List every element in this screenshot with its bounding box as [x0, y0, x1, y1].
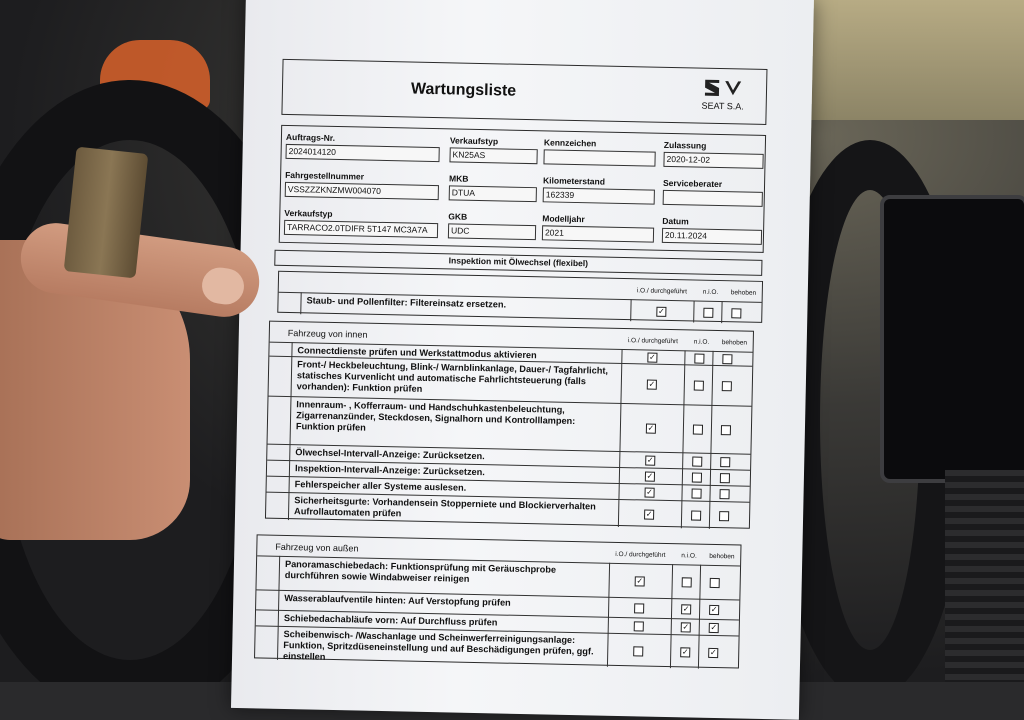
checkbox[interactable]: ✓ [682, 622, 690, 632]
field-value: 2020-12-02 [663, 152, 763, 169]
checkbox[interactable] [703, 308, 713, 318]
checkbox[interactable] [720, 457, 730, 467]
field-label: Auftrags-Nr. [285, 131, 336, 143]
wooden-stick [64, 147, 149, 279]
checkbox[interactable] [691, 488, 701, 498]
checklist-section [277, 271, 763, 323]
section-title: Fahrzeug von außen [275, 541, 359, 554]
checkbox[interactable]: ✓ [681, 647, 689, 657]
column-header: i.O./ durchgeführt [615, 550, 666, 559]
checkbox[interactable] [694, 381, 704, 391]
checkbox[interactable] [691, 510, 701, 520]
checklist-row [278, 292, 761, 324]
brand-name: SEAT S.A. [701, 100, 744, 112]
checkbox[interactable] [633, 646, 643, 656]
checkbox[interactable]: ✓ [636, 576, 644, 586]
field-value: 20.11.2024 [662, 228, 762, 245]
checklist-section [265, 321, 754, 529]
checklist-item-text: Inspektion-Intervall-Anzeige: Zurücksetzen. [294, 463, 486, 478]
field-value [663, 190, 763, 207]
field-value: DTUA [449, 185, 537, 202]
header-box [281, 59, 767, 125]
checklist-item-text: Innenraum- , Kofferraum- und Handschuhkastenbeleuchtung, Zigarrenanzünder, Steckdosen, Signalhorn und Kontrolllampen: Funktion prüfen [295, 399, 576, 433]
checkbox[interactable]: ✓ [646, 471, 654, 481]
service-type-bar: Inspektion mit Ölwechsel (flexibel) [274, 250, 762, 276]
maintenance-sheet [231, 0, 814, 720]
checkbox[interactable]: ✓ [657, 306, 665, 316]
checklist-item-text: Wasserablaufventile hinten: Auf Verstopfung prüfen [284, 592, 511, 608]
hand [0, 210, 280, 540]
checklist-item-text: Fehlerspeicher aller Systeme auslesen. [294, 479, 467, 493]
checkbox[interactable]: ✓ [710, 604, 718, 615]
checkbox[interactable]: ✓ [646, 455, 654, 465]
field-value: 2024014120 [285, 144, 439, 162]
field-value: 162339 [543, 187, 655, 204]
checkbox[interactable] [682, 577, 692, 587]
checklist-item-text: Ölwechsel-Intervall-Anzeige: Zurücksetzen. [295, 447, 485, 462]
field-value: VSSZZZKNZMW004070 [285, 182, 439, 200]
field-label: Zulassung [663, 139, 707, 151]
air-vent [945, 470, 1024, 682]
checklist-item-text: Sicherheitsgurte: Vorhandensein Stopperniete und Blockierverhalten Aufrollautomaten prüfen [294, 495, 596, 519]
field-label: Verkaufstyp [449, 135, 499, 147]
checkbox[interactable] [692, 472, 702, 482]
checklist-item-text: Schiebedachabläufe vorn: Auf Durchfluss prüfen [283, 612, 498, 628]
checkbox[interactable] [693, 425, 703, 435]
checkbox[interactable]: ✓ [709, 647, 717, 658]
field-label: GKB [448, 211, 468, 222]
checkbox[interactable] [719, 511, 729, 521]
checkbox[interactable] [722, 381, 732, 391]
vehicle-info-box [279, 125, 766, 253]
checklist-item-text: Staub- und Pollenfilter: Filtereinsatz ersetzen. [306, 295, 507, 310]
checklist-item-text: Front-/ Heckbeleuchtung, Blink-/ Warnblinkanlage, Dauer-/ Tagfahrlicht, statisches Kurvenlicht und automatische Fahrlichtsteuerung (falls vorhanden): Funktion prüfen [296, 359, 609, 394]
field-label: Kilometerstand [542, 175, 606, 187]
seat-cupra-icon [701, 77, 745, 100]
field-value [543, 149, 655, 166]
field-label: MKB [449, 173, 469, 184]
checklist-item-text: Panoramaschiebedach: Funktionsprüfung mit Geräuschprobe durchführen sowie Windabweiser reinigen [284, 558, 557, 584]
checkbox[interactable]: ✓ [648, 352, 656, 362]
checkbox[interactable] [721, 425, 731, 435]
checkbox[interactable]: ✓ [648, 379, 656, 389]
checkbox[interactable]: ✓ [645, 509, 653, 519]
seat-logo [701, 77, 746, 112]
checkbox[interactable] [720, 473, 730, 483]
column-header: i.O./ durchgeführt [636, 287, 688, 296]
column-header: i.O./ durchgeführt [627, 337, 679, 346]
checkbox[interactable] [722, 354, 732, 364]
field-value: KN25AS [449, 147, 537, 164]
field-value: 2021 [542, 225, 654, 242]
checklist-item-text: Scheibenwisch- /Waschanlage und Scheinwerferreinigungsanlage: Funktion, Spritzdüseneinstellung und auf Beschädigungen prüfen, ggf. einstellen [282, 628, 594, 662]
column-header: n.i.O. [693, 338, 710, 346]
checkbox[interactable]: ✓ [647, 423, 655, 433]
checklist-section [254, 534, 741, 668]
checkbox[interactable] [719, 489, 729, 499]
field-label: Kennzeichen [543, 137, 597, 149]
column-header: n.i.O. [681, 552, 697, 560]
column-header: n.i.O. [702, 288, 719, 297]
checklist-item-text: Connectdienste prüfen und Werkstattmodus aktivieren [297, 345, 537, 361]
field-label: Modelljahr [542, 213, 585, 225]
column-header: behoben [721, 339, 748, 347]
checkbox[interactable] [694, 354, 704, 364]
field-label: Datum [662, 215, 689, 227]
checkbox[interactable]: ✓ [682, 604, 690, 614]
section-title: Fahrzeug von innen [287, 328, 368, 340]
checkbox[interactable] [692, 457, 702, 467]
field-label: Verkaufstyp [284, 207, 333, 219]
infotainment-screen [880, 195, 1024, 483]
checkbox[interactable] [634, 603, 644, 613]
garage-wall [780, 0, 1024, 120]
column-header: behoben [709, 552, 735, 561]
field-value: TARRACO2.0TDIFR 5T147 MC3A7A [284, 220, 438, 238]
checkbox[interactable]: ✓ [646, 487, 654, 497]
checkbox[interactable] [731, 308, 741, 318]
checkbox[interactable]: ✓ [710, 622, 718, 633]
page-title: Wartungsliste [410, 80, 517, 100]
field-label: Serviceberater [662, 177, 723, 190]
checkbox[interactable] [634, 621, 644, 631]
checkbox[interactable] [710, 578, 720, 588]
field-label: Fahrgestellnummer [285, 169, 365, 182]
field-value: UDC [448, 223, 536, 240]
column-header: behoben [730, 289, 757, 297]
